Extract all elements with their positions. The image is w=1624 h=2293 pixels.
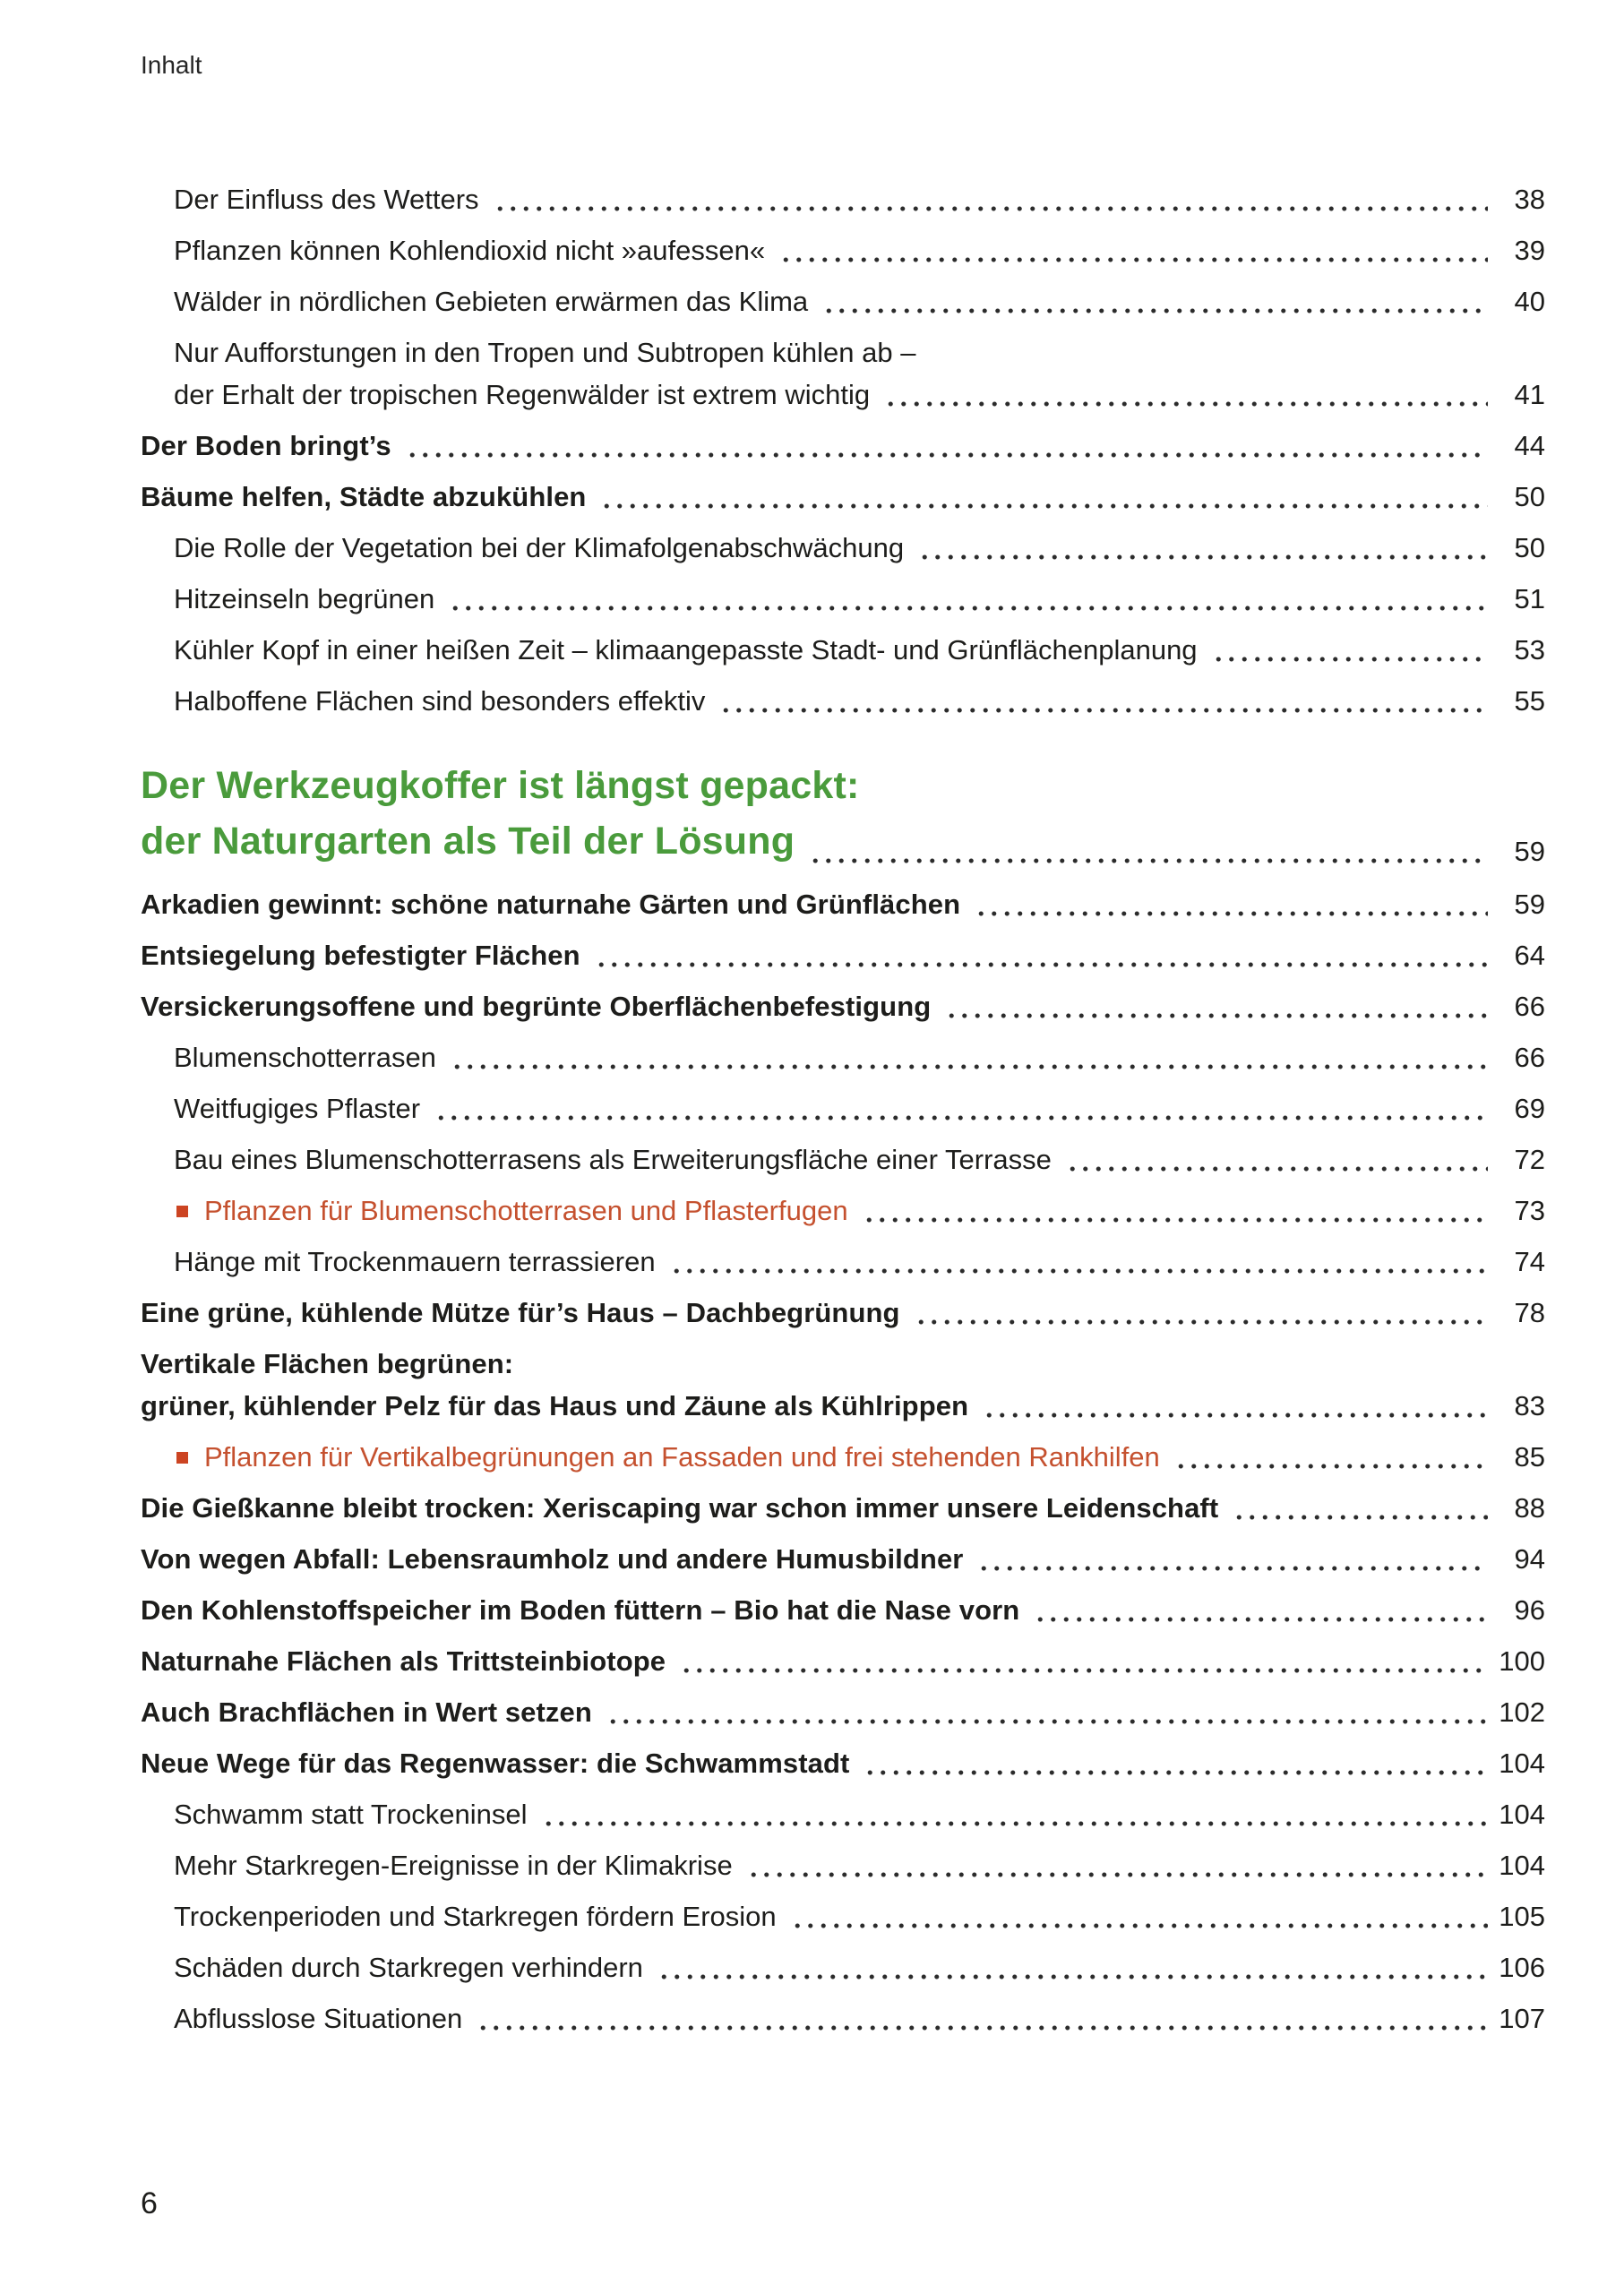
toc-entry-line (174, 2002, 1545, 2036)
dot-leader (447, 1041, 1488, 1075)
dot-leader (974, 1542, 1488, 1576)
toc-page-number: 102 (1499, 1696, 1545, 1728)
dot-leader (787, 1900, 1488, 1934)
toc-page-number: 78 (1514, 1297, 1545, 1328)
toc-page-number: 106 (1499, 1952, 1545, 1983)
toc-entry (141, 1440, 1545, 1474)
toc-page-number: 85 (1514, 1441, 1545, 1473)
toc-entry (141, 1593, 1545, 1627)
toc-entry-label: Abflusslose Situationen (174, 2003, 463, 2034)
toc-entry (141, 582, 1545, 616)
toc-entry-label: Mehr Starkregen-Ereignisse in der Klimakrise (174, 1850, 733, 1881)
bullet-square-icon (176, 1452, 188, 1464)
toc-page-number: 107 (1499, 2003, 1545, 2034)
toc-entry-label: Trockenperioden und Starkregen fördern Erosion (174, 1901, 777, 1932)
toc-page-number: 83 (1514, 1390, 1545, 1421)
toc-entry-line (141, 758, 1545, 813)
toc-page-number: 66 (1514, 991, 1545, 1022)
toc-page-number: 39 (1514, 235, 1545, 266)
toc-entry (141, 990, 1545, 1024)
toc-entry (141, 1194, 1545, 1228)
toc-entry-line (174, 684, 1545, 718)
toc-entry-label: Die Gießkanne bleibt trocken: Xeriscaping war schon immer unsere Leidenschaft (141, 1492, 1219, 1524)
toc-page-number: 96 (1514, 1594, 1545, 1626)
toc-entry (141, 1296, 1545, 1330)
toc-entry (141, 1645, 1545, 1679)
toc-entry (141, 1245, 1545, 1279)
dot-leader (915, 531, 1488, 565)
dot-leader (743, 1849, 1488, 1883)
toc-entry (141, 2002, 1545, 2036)
toc-entry-label: Kühler Kopf in einer heißen Zeit – klimaangepasste Stadt- und Grünflächenplanung (174, 634, 1198, 666)
dot-leader (819, 285, 1488, 319)
toc-page-number: 66 (1514, 1042, 1545, 1073)
dot-leader (1208, 633, 1488, 667)
dot-leader (445, 582, 1488, 616)
toc-page-number: 100 (1499, 1645, 1545, 1677)
dot-leader (597, 480, 1488, 514)
toc-entry (141, 1798, 1545, 1832)
toc-entry-label: Halboffene Flächen sind besonders effektiv (174, 685, 706, 717)
toc-page-number: 50 (1514, 532, 1545, 563)
toc-page-number: 55 (1514, 685, 1545, 717)
toc-entry-line (141, 1296, 1545, 1330)
bullet-square-icon (176, 1206, 188, 1217)
toc-entry-label: Pflanzen für Vertikalbegrünungen an Fassaden und frei stehenden Rankhilfen (204, 1441, 1160, 1473)
dot-leader (666, 1245, 1488, 1279)
toc-entry (141, 429, 1545, 463)
dot-leader (591, 939, 1488, 973)
toc-entry (141, 1951, 1545, 1985)
toc-entry (141, 1747, 1545, 1781)
toc-page-number: 69 (1514, 1093, 1545, 1124)
toc-entry-label: Arkadien gewinnt: schöne naturnahe Gärten und Grünflächen (141, 889, 961, 920)
toc-entry-label: Der Einfluss des Wetters (174, 184, 479, 215)
dot-leader (603, 1696, 1488, 1730)
toc-page-number: 73 (1514, 1195, 1545, 1226)
dot-leader (431, 1092, 1488, 1126)
dot-leader (1062, 1143, 1488, 1177)
toc-entry (141, 684, 1545, 718)
page-number: 6 (141, 2186, 158, 2220)
toc-entry-label: der Naturgarten als Teil der Lösung (141, 820, 795, 863)
toc-entry-line (141, 990, 1545, 1024)
toc-entry-line (141, 1491, 1545, 1525)
toc-entry-line (174, 1951, 1545, 1985)
toc-entry (141, 480, 1545, 514)
toc-entry-line (174, 582, 1545, 616)
toc-page-number: 104 (1499, 1799, 1545, 1830)
dot-leader (860, 1747, 1488, 1781)
toc-entry-line (174, 378, 1545, 412)
toc-page-number: 38 (1514, 184, 1545, 215)
dot-leader (805, 813, 1488, 869)
toc-entry-line (174, 183, 1545, 217)
toc-entry (141, 183, 1545, 217)
dot-leader (716, 684, 1488, 718)
toc-entry-line (174, 285, 1545, 319)
toc-entry-label: Pflanzen können Kohlendioxid nicht »aufessen« (174, 235, 766, 266)
toc-entry-line (174, 1245, 1545, 1279)
toc-entry-label: Entsiegelung befestigter Flächen (141, 940, 580, 971)
toc-entry-line (174, 531, 1545, 565)
toc-entry-line (141, 939, 1545, 973)
toc-entry-line (174, 234, 1545, 268)
toc-entry-label: Pflanzen für Blumenschotterrasen und Pflasterfugen (204, 1195, 848, 1226)
toc-entry (141, 1542, 1545, 1576)
toc-page-number: 74 (1514, 1246, 1545, 1277)
toc-entry-line (141, 480, 1545, 514)
toc-entry-label: Auch Brachflächen in Wert setzen (141, 1696, 592, 1728)
toc-entry-label: Wälder in nördlichen Gebieten erwärmen das Klima (174, 286, 809, 317)
toc-entry-label: Hitzeinseln begrünen (174, 583, 435, 614)
toc-entry-line (174, 1041, 1545, 1075)
toc-entry-label: Schwamm statt Trockeninsel (174, 1799, 528, 1830)
toc-entry-line (174, 336, 1545, 370)
dot-leader (1171, 1440, 1488, 1474)
toc-entry-line (141, 1389, 1545, 1423)
toc-entry-line (174, 1849, 1545, 1883)
toc-entry-line (174, 1143, 1545, 1177)
toc-entry-line (141, 1747, 1545, 1781)
toc-entry (141, 1347, 1545, 1423)
toc-entry-label: Neue Wege für das Regenwasser: die Schwammstadt (141, 1748, 850, 1779)
toc-entry-label: Versickerungsoffene und begrünte Oberflächenbefestigung (141, 991, 932, 1022)
toc-entry-label: Weitfugiges Pflaster (174, 1093, 421, 1124)
toc-entry-line (174, 633, 1545, 667)
dot-leader (971, 888, 1488, 922)
toc-entry-line (174, 1092, 1545, 1126)
dot-leader (654, 1951, 1488, 1985)
toc-entry (141, 1849, 1545, 1883)
toc-entry-line (141, 813, 1545, 869)
toc-entry-label: Der Werkzeugkoffer ist längst gepackt: (141, 764, 860, 807)
toc-chapter-heading (141, 758, 1545, 869)
toc-page-number: 51 (1514, 583, 1545, 614)
toc-entry-line (141, 1696, 1545, 1730)
toc-entry-line (141, 1645, 1545, 1679)
toc-page-number: 104 (1499, 1748, 1545, 1779)
toc-entry-label: Naturnahe Flächen als Trittsteinbiotope (141, 1645, 666, 1677)
dot-leader (473, 2002, 1488, 2036)
toc-entry (141, 234, 1545, 268)
toc-entry-line (141, 888, 1545, 922)
dot-leader (1030, 1593, 1488, 1627)
dot-leader (676, 1645, 1488, 1679)
toc-entry-line (174, 1194, 1545, 1228)
toc-entry-line (174, 1900, 1545, 1934)
toc-page-number: 41 (1514, 379, 1545, 410)
toc-entry-label: Die Rolle der Vegetation bei der Klimafolgenabschwächung (174, 532, 905, 563)
toc-page-number: 88 (1514, 1492, 1545, 1524)
toc-entry-line (174, 1440, 1545, 1474)
dot-leader (1229, 1491, 1488, 1525)
toc-list (141, 183, 1545, 2053)
dot-leader (859, 1194, 1488, 1228)
toc-entry (141, 285, 1545, 319)
dot-leader (776, 234, 1488, 268)
toc-entry-label: Schäden durch Starkregen verhindern (174, 1952, 643, 1983)
toc-entry (141, 1092, 1545, 1126)
toc-page-number: 59 (1514, 836, 1545, 867)
toc-entry (141, 1696, 1545, 1730)
toc-entry-line (141, 429, 1545, 463)
toc-entry (141, 1143, 1545, 1177)
toc-page-number: 40 (1514, 286, 1545, 317)
dot-leader (979, 1389, 1488, 1423)
toc-entry-label: Hänge mit Trockenmauern terrassieren (174, 1246, 656, 1277)
toc-entry-label: Den Kohlenstoffspeicher im Boden füttern – Bio hat die Nase vorn (141, 1594, 1020, 1626)
toc-entry (141, 633, 1545, 667)
toc-entry-label: Der Boden bringt’s (141, 430, 391, 461)
toc-entry-label: Von wegen Abfall: Lebensraumholz und andere Humusbildner (141, 1543, 964, 1575)
toc-page-number: 94 (1514, 1543, 1545, 1575)
toc-entry (141, 1900, 1545, 1934)
dot-leader (911, 1296, 1488, 1330)
toc-entry-label: Nur Aufforstungen in den Tropen und Subtropen kühlen ab – (174, 337, 916, 368)
toc-entry-label: Bau eines Blumenschotterrasens als Erweiterungsfläche einer Terrasse (174, 1144, 1052, 1175)
dot-leader (402, 429, 1488, 463)
toc-page-number: 59 (1514, 889, 1545, 920)
dot-leader (941, 990, 1488, 1024)
toc-entry-label: Bäume helfen, Städte abzukühlen (141, 481, 587, 512)
toc-entry-label: grüner, kühlender Pelz für das Haus und Zäune als Kühlrippen (141, 1390, 969, 1421)
toc-page-number: 64 (1514, 940, 1545, 971)
toc-entry-line (174, 1798, 1545, 1832)
toc-entry-line (141, 1347, 1545, 1381)
toc-entry-line (141, 1542, 1545, 1576)
toc-entry (141, 939, 1545, 973)
toc-page-number: 105 (1499, 1901, 1545, 1932)
toc-page-number: 50 (1514, 481, 1545, 512)
toc-entry-label: Blumenschotterrasen (174, 1042, 436, 1073)
toc-entry (141, 1491, 1545, 1525)
toc-page-number: 44 (1514, 430, 1545, 461)
toc-entry (141, 888, 1545, 922)
toc-entry-label: Eine grüne, kühlende Mütze für’s Haus – Dachbegrünung (141, 1297, 900, 1328)
toc-entry-line (141, 1593, 1545, 1627)
toc-entry-label: der Erhalt der tropischen Regenwälder ist extrem wichtig (174, 379, 871, 410)
toc-entry (141, 1041, 1545, 1075)
dot-leader (538, 1798, 1488, 1832)
running-header: Inhalt (141, 51, 202, 79)
toc-entry-label: Vertikale Flächen begrünen: (141, 1348, 514, 1379)
toc-page-number: 104 (1499, 1850, 1545, 1881)
toc-page-number: 53 (1514, 634, 1545, 666)
dot-leader (490, 183, 1488, 217)
toc-entry (141, 336, 1545, 412)
toc-entry (141, 531, 1545, 565)
dot-leader (881, 378, 1488, 412)
toc-page-number: 72 (1514, 1144, 1545, 1175)
